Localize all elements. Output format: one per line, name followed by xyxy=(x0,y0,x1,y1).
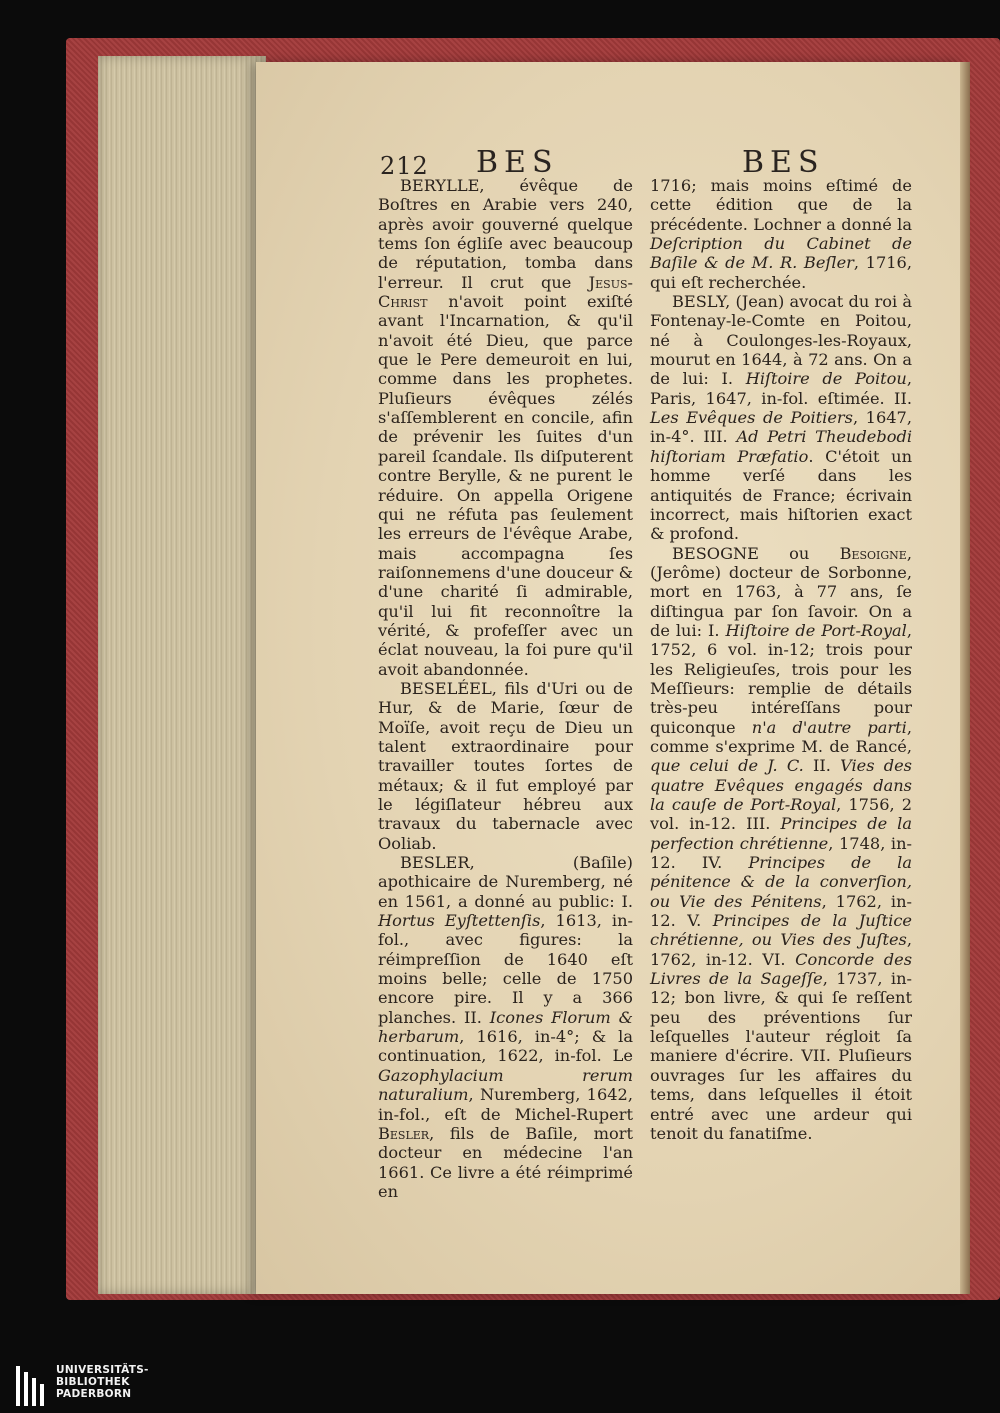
page-number: 212 xyxy=(380,152,429,180)
library-footer-bar xyxy=(0,1362,1000,1413)
entry-besogne: BESOGNE ou Besoigne, (Jerôme) docteur de Sorbonne, mort en 1763, à 77 ans, ſe diſtingua par ſon ſavoir. On a de lui: I. Hiſtoire de Port-Royal, 1752, 6 vol. in-12; trois pour les Religieuſes, trois pour les Meſſieurs: remplie de détails très-peu intéreſſans pour quiconque n'a d'autre parti, comme s'exprime M. de Rancé, que celui de J. C. II. Vies des quatre Evêques engagés dans la cauſe de Port-Royal, 1756, 2 vol. in-12. III. Principes de la perfection chrétienne, 1748, in-12. IV. Principes de la pénitence & de la converſion, ou Vie des Pénitens, 1762, in-12. V. Principes de la Juſtice chrétienne, ou Vies des Juſtes, 1762, in-12. VI. Concorde des Livres de la Sageſſe, 1737, in-12; bon livre, & qui ſe reſſent peu des préventions ſur leſquelles l'auteur régloit ſa maniere d'écrire. VII. Pluſieurs ouvrages ſur les affaires du tems, dans leſquelles il étoit entré avec une ardeur qui tenoit du fanatiſme. xyxy=(650,543,913,1143)
entry-name: BESELÉEL xyxy=(400,678,492,698)
entry-berylle: BERYLLE, évêque de Boſtres en Arabie vers 240, après avoir gouverné quelque tems ſon égliſe avec beaucoup de réputation, tomba dans l'erreur. Il crut que Jesus-Christ n'avoit point exiſté avant l'Incarnation, & qu'il n'avoit été Dieu, que parce que le Pere demeuroit en lui, comme dans les prophetes. Pluſieurs évêques zélés s'aſſemblerent en concile, afin de prévenir les ſuites d'un pareil ſcandale. Ils diſputerent contre Berylle, & ne purent le réduire. On appella Origene qui ne réfuta pas ſeulement les erreurs de l'évêque Arabe, mais accompagna ſes raiſonnemens d'une douceur & d'une charité ſi admirable, qu'il lui fit reconnoître la vérité, & profeſſer avec un éclat nouveau, la foi pure qu'il avoit abandonnée. xyxy=(378,176,633,679)
page-edges xyxy=(98,56,266,1294)
page-gutter xyxy=(960,62,970,1294)
entry-name: BESOGNE xyxy=(672,543,759,563)
entry-besly: BESLY, (Jean) avocat du roi à Fontenay-le-Comte en Poitou, né à Coulonges-les-Royaux, mourut en 1644, à 72 ans. On a de lui: I. Hiſtoire de Poitou, Paris, 1647, in-fol. eſtimée. II. Les Evêques de Poitiers, 1647, in-4°. III. Ad Petri Theudebodi hiſtoriam Præfatio. C'étoit un homme verſé dans les antiquités de France; écrivain incorrect, mais hiſtorien exact & profond. xyxy=(650,292,913,544)
entry-name: BESLER xyxy=(400,853,470,873)
entry-beseleel: BESELÉEL, fils d'Uri ou de Hur, & de Marie, ſœur de Moïſe, avoit reçu de Dieu un talent extraordinaire pour travailler toutes ſortes de métaux; & il fut employé par le légiſlateur hébreu aux travaux du tabernacle avec Ooliab. xyxy=(378,678,633,853)
running-head-right: BES xyxy=(742,145,825,180)
left-column xyxy=(378,176,633,1201)
entry-besler-continued: 1716; mais moins eſtimé de cette édition que de la précédente. Lochner a donné la Deſcription du Cabinet de Baſile & de M. R. Beſler, 1716, qui eſt recherchée. xyxy=(650,176,912,292)
right-column xyxy=(650,176,912,1143)
running-head-left: BES xyxy=(476,145,559,180)
library-logo-icon xyxy=(14,1366,54,1406)
entry-name: BERYLLE xyxy=(400,176,480,195)
entry-name: BESLY xyxy=(672,292,726,312)
library-logo-text: UNIVERSITÄTS- BIBLIOTHEK PADERBORN xyxy=(56,1364,149,1400)
entry-besler: BESLER, (Baſile) apothicaire de Nuremberg, né en 1561, a donné au public: I. Hortus Eyſtettenſis, 1613, in-fol., avec figures: la réimpreſſion de 1640 eſt moins belle; celle de 1750 encore pire. Il y a 366 planches. II. Icones Florum & herbarum, 1616, in-4°; & la continuation, 1622, in-fol. Le Gazophylacium rerum naturalium, Nuremberg, 1642, in-fol., eſt de Michel-Rupert Besler, fils de Baſile, mort docteur en médecine l'an 1661. Ce livre a été réimprimé en xyxy=(378,853,633,1201)
